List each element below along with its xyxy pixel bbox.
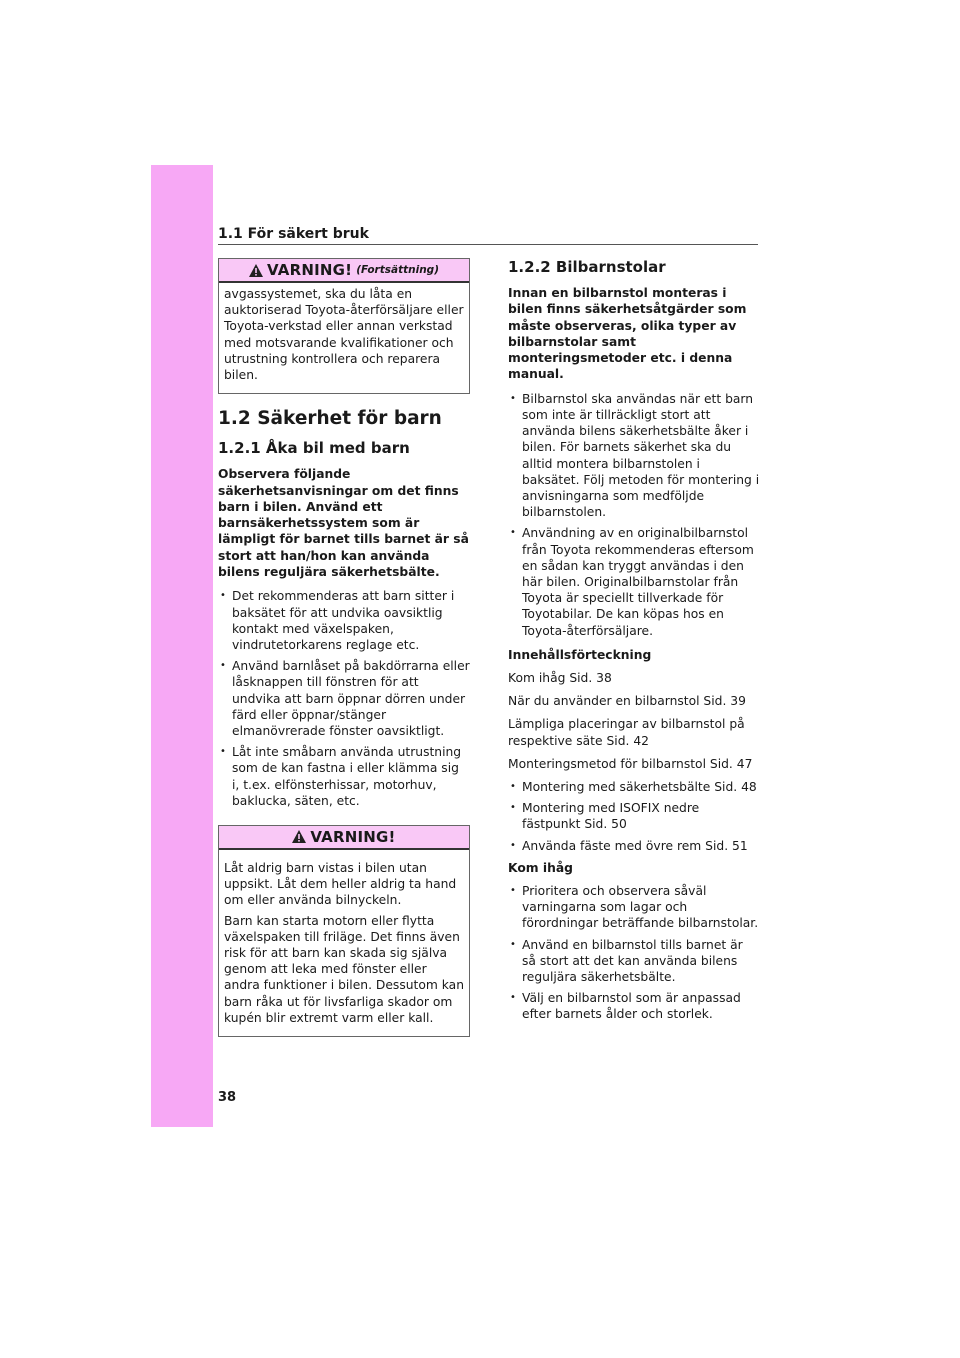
warning-body	[219, 283, 469, 393]
warning-subtitle: (Fortsättning)	[356, 264, 439, 276]
left-column	[218, 258, 470, 1037]
warning-box	[218, 825, 470, 1037]
warning-body	[219, 850, 469, 1036]
toc-entry[interactable]: Monteringsmetod för bilbarnstol Sid. 47	[508, 756, 753, 771]
section-title: 1.2 Säkerhet för barn	[218, 408, 442, 430]
right-column	[508, 256, 760, 1028]
subsection-intro-1: Observera följande säkerhetsanvisningar om det finns barn i bilen. Använd ett barnsäkerhetssystem som är lämpligt för barnet tills barnet är så stort att han/hon kan använda bilens reguljära säkerhetsbälte.	[218, 467, 469, 579]
header-rule	[218, 244, 758, 245]
warning-header	[219, 259, 469, 283]
list-item: • Använd barnlåset på bakdörrarna eller låsknappen till fönstren för att undvika att barn öppnar dörren under färd eller öppnar/stänger elmanövrerade fönster oavsiktligt.	[218, 658, 470, 739]
remember-list	[508, 883, 760, 1023]
subsection-title-2: 1.2.2 Bilbarnstolar	[508, 258, 666, 276]
warning-paragraph: Låt aldrig barn vistas i bilen utan uppsikt. Låt dem heller aldrig ta hand om eller använda bilnyckeln.	[224, 860, 457, 908]
toc-heading: Innehållsförteckning	[508, 647, 652, 662]
list-item: • Bilbarnstol ska användas när ett barn som inte är tillräckligt stort att använda bilens säkerhetsbälte åker i bilen. För barnets säkerhet ska du alltid montera bilbarnstolen i baksätet. Följ metoden för montering i anvisningarna som medföljde bilbarnstolen.	[508, 391, 760, 521]
toc-sub-entry[interactable]: • Montering med ISOFIX nedre fästpunkt Sid. 50	[508, 800, 760, 832]
toc-entry[interactable]: Kom ihåg Sid. 38	[508, 671, 612, 686]
bullet-list-1	[218, 588, 470, 809]
subsection-title-1: 1.2.1 Åka bil med barn	[218, 439, 410, 458]
list-item: • Låt inte småbarn använda utrustning som de kan fastna i eller klämma sig i, t.ex. elfönsterhissar, motorhuv, baklucka, säten, etc.	[218, 744, 470, 809]
warning-text: avgassystemet, ska du låta en auktoriserad Toyota-återförsäljare eller Toyota-verkstad eller annan verkstad med motsvarande kvalifikationer och utrustning kontrollera och reparera bilen.	[224, 287, 464, 383]
list-item: • Det rekommenderas att barn sitter i baksätet för att undvika oavsiktlig kontakt med växelspaken, vindrutetorkarens reglage etc.	[218, 588, 470, 653]
toc-entry[interactable]: Lämpliga placeringar av bilbarnstol på respektive säte Sid. 42	[508, 717, 745, 748]
running-head: 1.1 För säkert bruk	[218, 226, 369, 242]
toc-sub-entry[interactable]: • Montering med säkerhetsbälte Sid. 48	[508, 779, 760, 795]
bullet-list-2	[508, 391, 760, 639]
warning-header	[219, 826, 469, 850]
list-item: • Användning av en originalbilbarnstol från Toyota rekommenderas eftersom en sådan kan tryggt användas i den här bilen. Originalbilbarnstolar från Toyota är speciellt tillverkade för Toyotabilar. De kan köpas hos en Toyota-återförsäljare.	[508, 525, 760, 638]
page-number: 38	[218, 1090, 237, 1105]
warning-triangle-icon	[292, 830, 306, 843]
warning-title: VARNING!	[310, 827, 396, 846]
warning-triangle-icon	[249, 264, 263, 277]
list-item: • Prioritera och observera såväl varningarna som lagar och förordningar beträffande bilbarnstolar.	[508, 883, 760, 932]
toc-sub-entry[interactable]: • Använda fäste med övre rem Sid. 51	[508, 838, 760, 854]
list-item: • Välj en bilbarnstol som är anpassad efter barnets ålder och storlek.	[508, 990, 760, 1022]
remember-heading: Kom ihåg	[508, 860, 573, 875]
toc-sub-list	[508, 779, 760, 854]
toc-entry[interactable]: När du använder en bilbarnstol Sid. 39	[508, 694, 746, 709]
subsection-intro-2: Innan en bilbarnstol monteras i bilen finns säkerhetsåtgärder som måste observeras, olika typer av bilbarnstolar samt monteringsmetoder etc. i denna manual.	[508, 286, 747, 382]
warning-paragraph: Barn kan starta motorn eller flytta växelspaken till friläge. Det finns även risk för att barn kan skada sig själva genom att leka med fönster eller andra funktioner i bilen. Dessutom kan barn råka ut för livsfarliga skador om kupén blir extremt varm eller kall.	[224, 913, 465, 1025]
warning-box-continued	[218, 258, 470, 394]
page-color-strip	[151, 165, 213, 1127]
warning-title: VARNING!	[266, 261, 353, 279]
list-item: • Använd en bilbarnstol tills barnet är så stort att det kan använda bilens reguljära säkerhetsbälte.	[508, 937, 760, 986]
